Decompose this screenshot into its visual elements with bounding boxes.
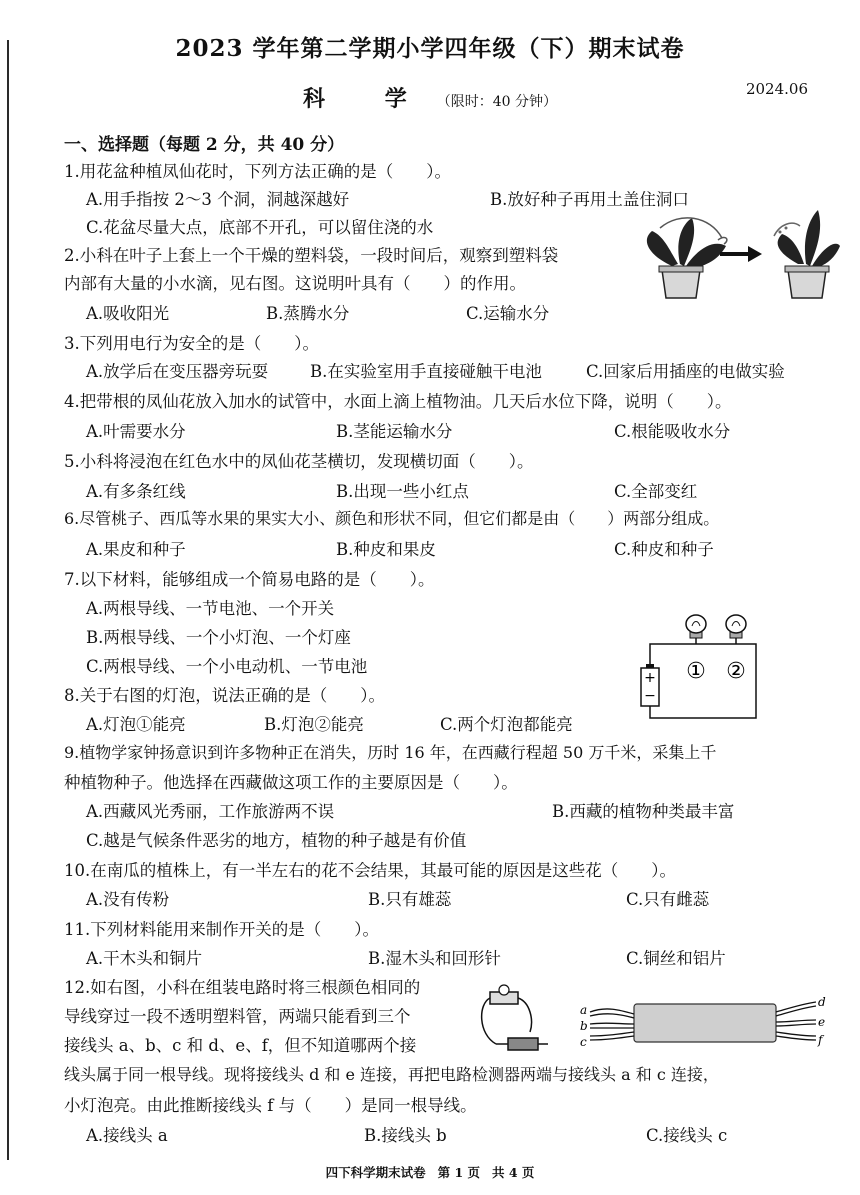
terminal-f-label: f bbox=[818, 1033, 823, 1047]
arrow-right-icon bbox=[720, 246, 762, 262]
question-7-option-a[interactable]: A.两根导线、一节电池、一个开关 bbox=[86, 599, 335, 618]
question-9-stem-line-1: 9.植物学家钟扬意识到许多物种正在消失，历时 16 年，在西藏行程超 50 万千米，采集上千 bbox=[64, 743, 717, 762]
opaque-tube bbox=[634, 1004, 776, 1042]
question-6-option-b[interactable]: B.种皮和果皮 bbox=[336, 540, 436, 559]
question-11-stem: 11.下列材料能用来制作开关的是（ ）。 bbox=[64, 920, 379, 939]
footer-total-pages: 共 4 页 bbox=[492, 1165, 535, 1180]
tester-battery-icon bbox=[508, 1038, 538, 1050]
question-5-option-c[interactable]: C.全部变红 bbox=[614, 482, 698, 501]
subject-line bbox=[0, 82, 860, 113]
question-9-stem-line-2: 种植物种子。他选择在西藏做这项工作的主要原因是（ ）。 bbox=[64, 773, 518, 792]
question-2-stem-line-2: 内部有大量的小水滴，见右图。这说明叶具有（ ）的作用。 bbox=[64, 274, 526, 293]
terminal-c-label: c bbox=[580, 1035, 587, 1049]
question-10-stem: 10.在南瓜的植株上，有一半左右的花不会结果，其最可能的原因是这些花（ ）。 bbox=[64, 861, 676, 880]
question-12-stem-line-5: 小灯泡亮。由此推断接线头 f 与（ ）是同一根导线。 bbox=[64, 1096, 477, 1115]
bulb-1-icon bbox=[686, 615, 706, 644]
circuit-tester-figure bbox=[474, 984, 574, 1064]
question-9-option-c[interactable]: C.越是气候条件恶劣的地方，植物的种子越是有价值 bbox=[86, 831, 467, 850]
question-12-stem-line-1: 12.如右图，小科在组装电路时将三根颜色相同的 bbox=[64, 978, 421, 997]
page-footer bbox=[0, 1163, 860, 1181]
question-3-option-c[interactable]: C.回家后用插座的电做实验 bbox=[586, 362, 785, 381]
question-4-option-b[interactable]: B.茎能运输水分 bbox=[336, 422, 453, 441]
question-8-option-b[interactable]: B.灯泡②能亮 bbox=[264, 715, 364, 734]
time-limit: （限时：40 分钟） bbox=[436, 94, 557, 110]
question-3-stem: 3.下列用电行为安全的是（ ）。 bbox=[64, 334, 319, 353]
question-2-option-c[interactable]: C.运输水分 bbox=[466, 304, 550, 323]
question-12-option-a[interactable]: A.接线头 a bbox=[86, 1126, 168, 1145]
plant-with-bag-icon bbox=[647, 218, 727, 298]
battery-minus-label: − bbox=[644, 688, 656, 704]
question-7-option-b[interactable]: B.两根导线、一个小灯泡、一个灯座 bbox=[86, 628, 351, 647]
question-5-stem: 5.小科将浸泡在红色水中的凤仙花茎横切，发现横切面（ ）。 bbox=[64, 452, 534, 471]
footer-page-number: 第 1 页 bbox=[437, 1165, 480, 1180]
question-8-option-a[interactable]: A.灯泡①能亮 bbox=[86, 715, 186, 734]
question-4-option-c[interactable]: C.根能吸收水分 bbox=[614, 422, 731, 441]
question-11-option-a[interactable]: A.干木头和铜片 bbox=[86, 949, 203, 968]
question-9-option-a[interactable]: A.西藏风光秀丽，工作旅游两不误 bbox=[86, 802, 335, 821]
question-1-option-a[interactable]: A.用手指按 2～3 个洞，洞越深越好 bbox=[86, 190, 350, 209]
question-6-stem: 6.尽管桃子、西瓜等水果的果实大小、颜色和形状不同，但它们都是由（ ）两部分组成。 bbox=[64, 509, 720, 528]
question-11-option-c[interactable]: C.铜丝和铝片 bbox=[626, 949, 726, 968]
question-8-stem: 8.关于右图的灯泡，说法正确的是（ ）。 bbox=[64, 686, 385, 705]
question-10-option-a[interactable]: A.没有传粉 bbox=[86, 890, 170, 909]
question-2-stem-line-1: 2.小科在叶子上套上一个干燥的塑料袋，一段时间后，观察到塑料袋 bbox=[64, 246, 559, 265]
question-12-option-c[interactable]: C.接线头 c bbox=[646, 1126, 728, 1145]
terminal-a-label: a bbox=[580, 1003, 588, 1017]
question-5-option-b[interactable]: B.出现一些小红点 bbox=[336, 482, 469, 501]
question-3-option-a[interactable]: A.放学后在变压器旁玩耍 bbox=[86, 362, 269, 381]
terminal-b-label: b bbox=[580, 1019, 588, 1033]
subject-name: 科 学 bbox=[303, 86, 433, 112]
battery-plus-label: + bbox=[644, 670, 656, 686]
question-7-stem: 7.以下材料，能够组成一个简易电路的是（ ）。 bbox=[64, 570, 435, 589]
exam-title: 2023 学年第二学期小学四年级（下）期末试卷 bbox=[175, 35, 685, 62]
question-9-option-b[interactable]: B.西藏的植物种类最丰富 bbox=[552, 802, 735, 821]
question-12-stem-line-2: 导线穿过一段不透明塑料管，两端只能看到三个 bbox=[64, 1007, 411, 1026]
question-12-stem-line-4: 线头属于同一根导线。现将接线头 d 和 e 连接，再把电路检测器两端与接线头 a 和 c 连接， bbox=[64, 1065, 719, 1084]
plant-with-droplets-icon bbox=[774, 210, 840, 298]
section-heading: 一、选择题（每题 2 分，共 40 分） bbox=[64, 135, 345, 155]
question-1-option-c[interactable]: C.花盆尽量大点，底部不开孔，可以留住浇的水 bbox=[86, 218, 434, 237]
question-2-option-b[interactable]: B.蒸腾水分 bbox=[266, 304, 350, 323]
question-4-stem: 4.把带根的凤仙花放入加水的试管中，水面上滴上植物油。几天后水位下降，说明（ ）。 bbox=[64, 392, 732, 411]
circuit-two-bulbs-figure bbox=[636, 614, 766, 724]
question-7-option-c[interactable]: C.两根导线、一个小电动机、一节电池 bbox=[86, 657, 368, 676]
question-10-option-c[interactable]: C.只有雌蕊 bbox=[626, 890, 710, 909]
footer-title: 四下科学期末试卷 bbox=[325, 1165, 426, 1180]
terminal-e-label: e bbox=[818, 1015, 826, 1029]
question-4-option-a[interactable]: A.叶需要水分 bbox=[86, 422, 186, 441]
question-3-option-b[interactable]: B.在实验室用手直接碰触干电池 bbox=[310, 362, 542, 381]
question-1-option-b[interactable]: B.放好种子再用土盖住洞口 bbox=[490, 190, 689, 209]
question-5-option-a[interactable]: A.有多条红线 bbox=[86, 482, 186, 501]
question-6-option-c[interactable]: C.种皮和种子 bbox=[614, 540, 714, 559]
question-2-option-a[interactable]: A.吸收阳光 bbox=[86, 304, 170, 323]
question-1-stem: 1.用花盆种植凤仙花时，下列方法正确的是（ ）。 bbox=[64, 162, 451, 181]
question-8-option-c[interactable]: C.两个灯泡都能亮 bbox=[440, 715, 573, 734]
plant-transpiration-figure bbox=[630, 206, 840, 306]
question-6-option-a[interactable]: A.果皮和种子 bbox=[86, 540, 186, 559]
wire-tube-figure bbox=[576, 992, 828, 1054]
question-10-option-b[interactable]: B.只有雄蕊 bbox=[368, 890, 452, 909]
bulb-1-label: ① bbox=[686, 659, 706, 684]
terminal-d-label: d bbox=[818, 995, 826, 1009]
bulb-2-label: ② bbox=[726, 659, 746, 684]
question-12-stem-line-3: 接线头 a、b、c 和 d、e、f，但不知道哪两个接 bbox=[64, 1036, 417, 1055]
bulb-2-icon bbox=[726, 615, 746, 644]
question-12-option-b[interactable]: B.接线头 b bbox=[364, 1126, 447, 1145]
question-11-option-b[interactable]: B.湿木头和回形针 bbox=[368, 949, 501, 968]
exam-date: 2024.06 bbox=[745, 80, 808, 98]
